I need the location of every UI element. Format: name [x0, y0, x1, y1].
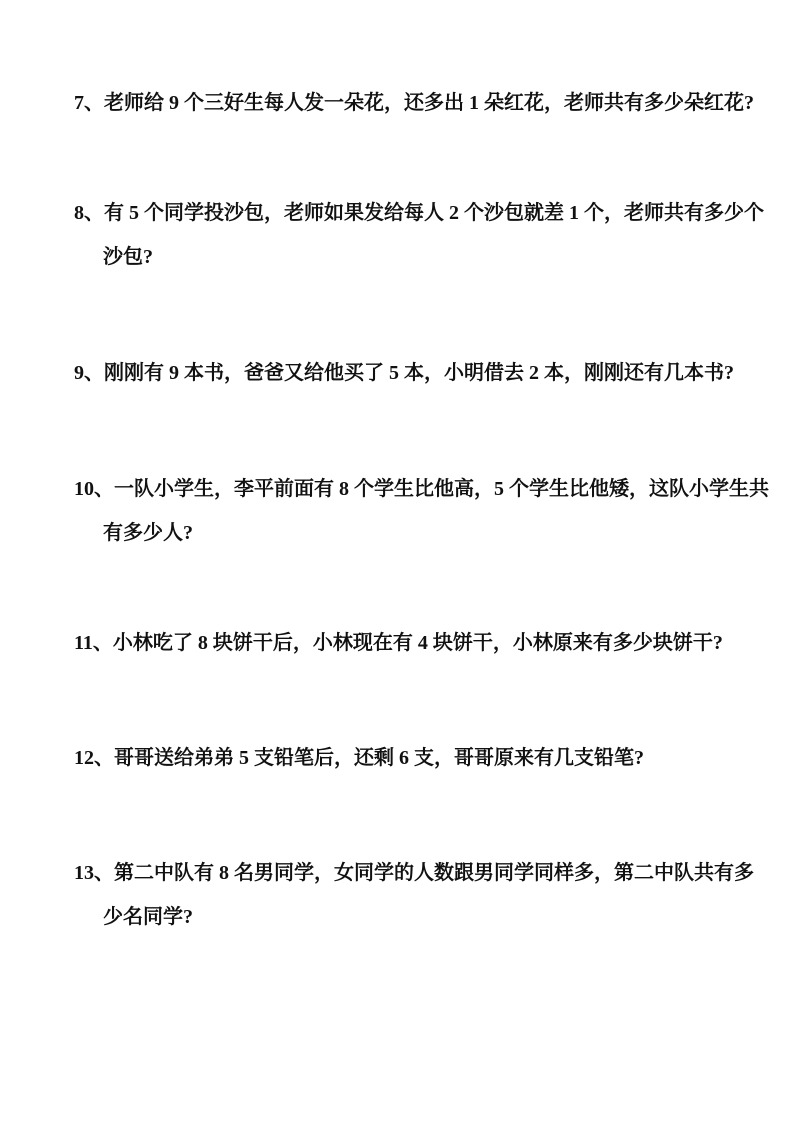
question-line-continuation: 有多少人? [103, 522, 193, 544]
question-number: 13、 [74, 862, 114, 884]
question-9 [74, 351, 734, 395]
question-number: 9、 [74, 362, 104, 384]
question-text: 第二中队有 8 名男同学，女同学的人数跟男同学同样多，第二中队共有多 [114, 862, 754, 884]
question-text: 刚刚有 9 本书，爸爸又给他买了 5 本，小明借去 2 本，刚刚还有几本书? [104, 362, 734, 384]
question-line-continuation: 少名同学? [103, 906, 193, 928]
question-text: 老师给 9 个三好生每人发一朵花，还多出 1 朵红花，老师共有多少朵红花? [104, 92, 754, 114]
question-text: 哥哥送给弟弟 5 支铅笔后，还剩 6 支，哥哥原来有几支铅笔? [114, 747, 644, 769]
question-line [74, 851, 754, 895]
question-7 [74, 81, 754, 125]
question-line [74, 81, 754, 125]
question-12 [74, 736, 726, 780]
question-number: 10、 [74, 478, 114, 500]
question-11 [74, 621, 726, 665]
question-line [74, 191, 764, 235]
question-line-continuation: 沙包? [103, 246, 153, 268]
question-13 [74, 851, 754, 939]
question-text: 有 5 个同学投沙包，老师如果发给每人 2 个沙包就差 1 个，老师共有多少个 [104, 202, 764, 224]
question-number: 7、 [74, 92, 104, 114]
question-line [74, 467, 769, 511]
question-line [74, 736, 726, 780]
question-number: 8、 [74, 202, 104, 224]
question-line [74, 351, 734, 395]
question-text: 小林吃了 8 块饼干后，小林现在有 4 块饼干，小林原来有多少块饼干? [112, 632, 723, 654]
question-line [74, 621, 726, 665]
question-10 [74, 467, 769, 555]
question-text: 一队小学生，李平前面有 8 个学生比他高，5 个学生比他矮，这队小学生共 [114, 478, 769, 500]
question-number: 12、 [74, 747, 114, 769]
question-8 [74, 191, 764, 279]
question-number: 11、 [74, 632, 113, 654]
